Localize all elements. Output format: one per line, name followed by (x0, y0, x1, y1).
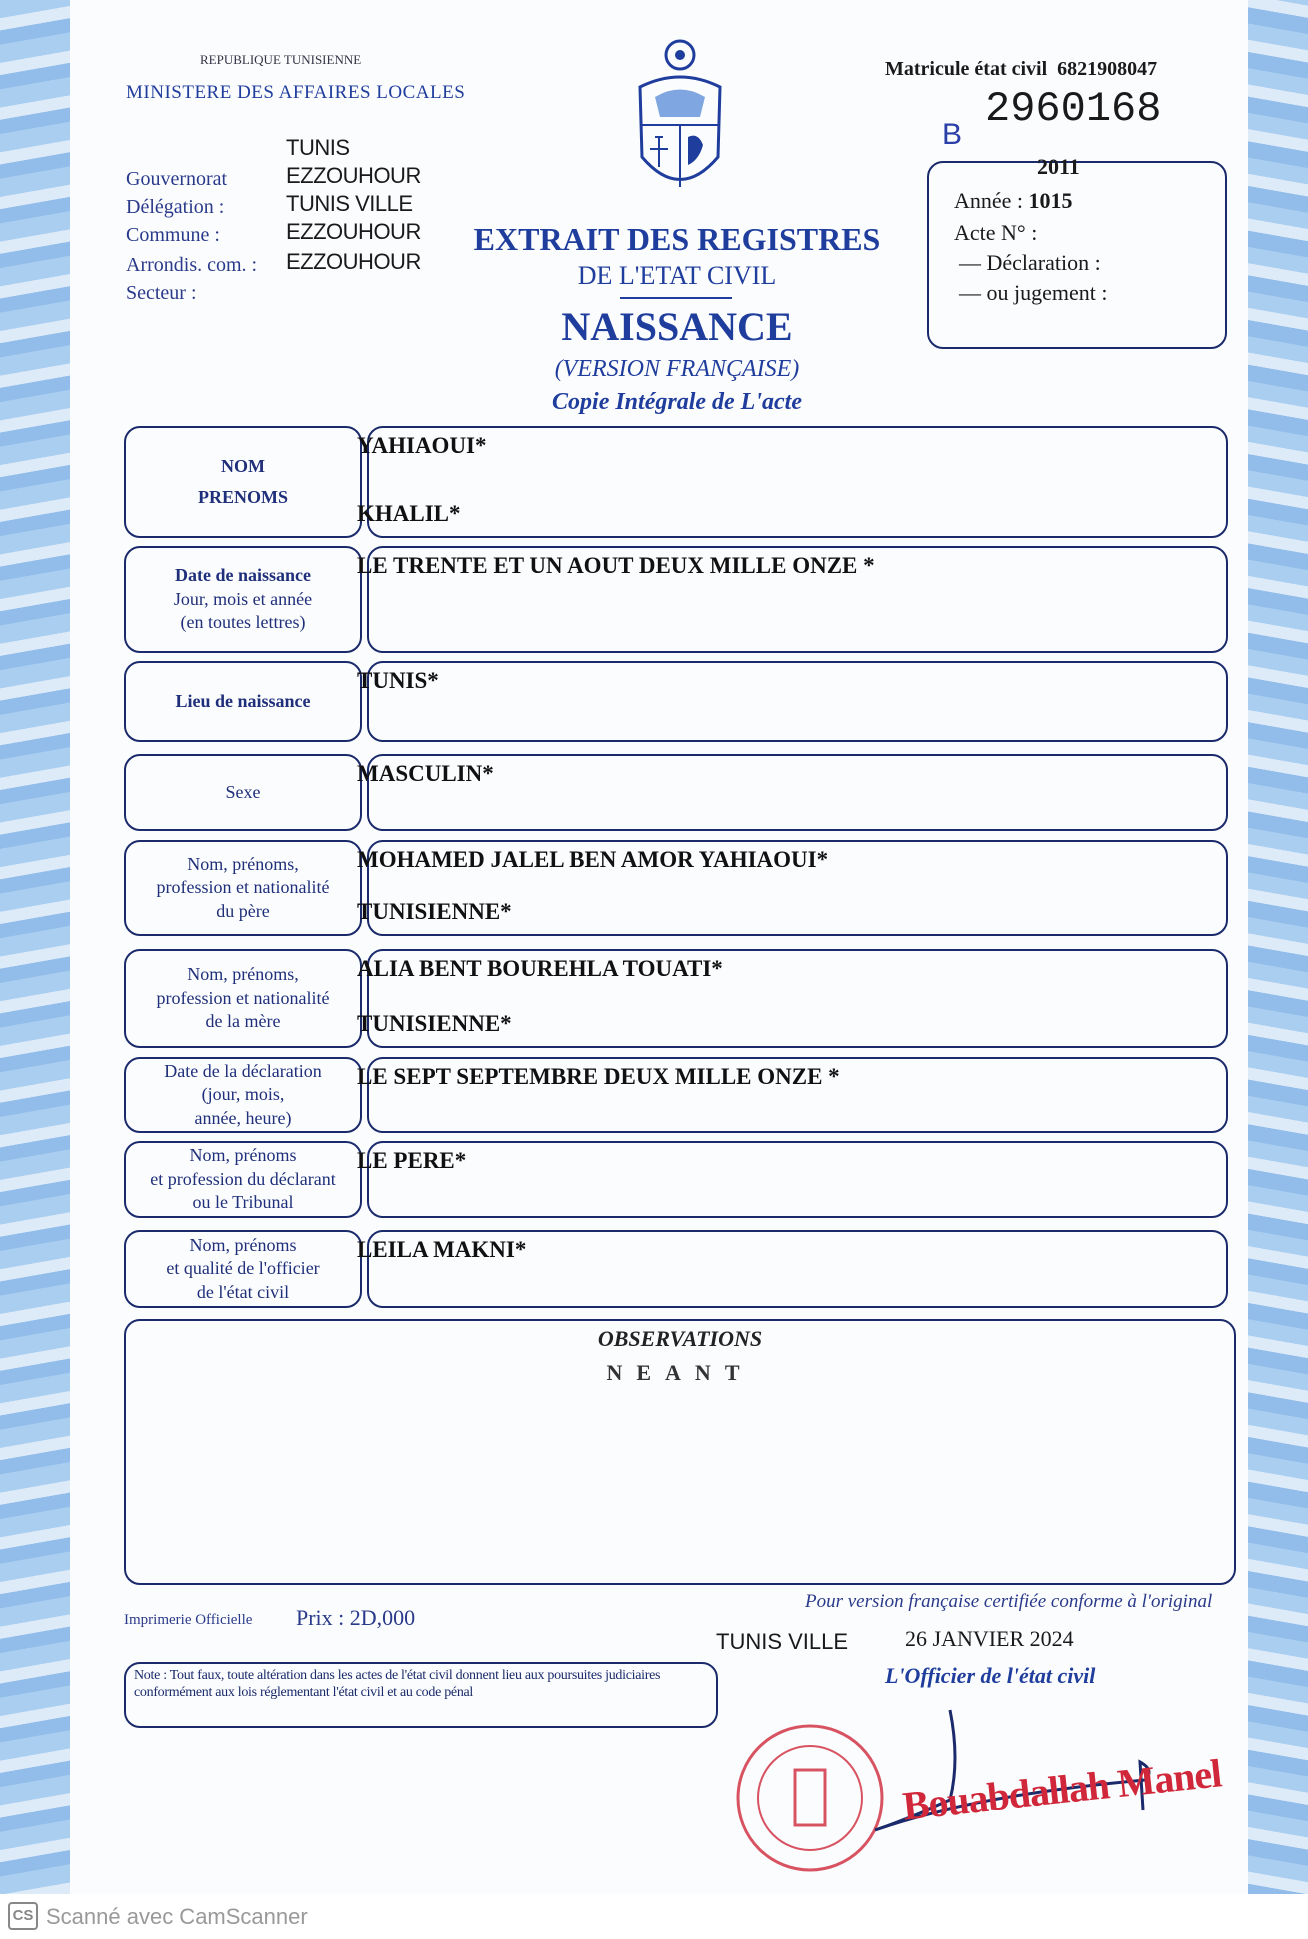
row-value-box (357, 1057, 1228, 1133)
prix: Prix : 2D,000 (296, 1605, 416, 1630)
watermark-bar (0, 1894, 1308, 1939)
observations-overlay: NEANT (606, 1360, 754, 1385)
row-label-box (124, 1230, 362, 1308)
tunisia-coat-of-arms-icon (630, 37, 730, 205)
acte-label: Acte N° : (954, 220, 1038, 245)
row-value: TUNISIENNE* (357, 1011, 512, 1036)
admin-value: TUNIS VILLE (286, 191, 413, 216)
row-value-box (357, 1230, 1228, 1308)
row-label-box (124, 840, 362, 936)
row-label: ou le Tribunal (192, 1192, 294, 1213)
admin-label: Gouvernorat (126, 168, 228, 190)
matricule (885, 58, 1157, 81)
row-label: Nom, prénoms, (187, 964, 299, 985)
matricule-value: 6821908047 (1057, 58, 1158, 80)
republic-label: REPUBLIQUE TUNISIENNE (200, 52, 362, 67)
annee-line (954, 189, 1073, 213)
divider (620, 297, 732, 299)
row-label: Date de la déclaration (164, 1060, 322, 1081)
place: TUNIS VILLE (716, 1629, 849, 1654)
acte-box (927, 154, 1227, 349)
row-value: MOHAMED JALEL BEN AMOR YAHIAOUI* (357, 847, 829, 872)
row-label-box (124, 661, 362, 742)
row-label-box (124, 1057, 362, 1133)
row-value: KHALIL* (357, 501, 461, 526)
row-value: LE SEPT SEPTEMBRE DEUX MILLE ONZE * (357, 1064, 840, 1089)
row-label: et qualité de l'officier (166, 1258, 320, 1279)
row-label: Nom, prénoms (189, 1145, 297, 1166)
security-border-right (1248, 0, 1308, 1900)
row-value-box (357, 546, 1228, 653)
row-label: profession et nationalité (156, 987, 330, 1008)
row-label: Date de naissance (175, 565, 311, 586)
observations-box (124, 1319, 1236, 1585)
jugement-label: — ou jugement : (959, 280, 1108, 305)
admin-label: Secteur : (126, 282, 197, 304)
row-value-box (357, 949, 1228, 1048)
row-label: Nom, prénoms (189, 1234, 297, 1255)
title-extrait: EXTRAIT DES REGISTRES (473, 221, 881, 257)
row-label-box (124, 949, 362, 1048)
row-value: LE PERE* (357, 1148, 467, 1173)
row-label: de l'état civil (196, 1281, 290, 1302)
row-value-box (357, 1141, 1228, 1218)
admin-label: Commune : (126, 224, 220, 246)
row-value-box (357, 840, 1228, 936)
row-label-box (124, 1141, 362, 1218)
annee-label: Année : (954, 188, 1024, 213)
matricule-label: Matricule état civil (885, 58, 1048, 80)
observations-label: OBSERVATIONS (597, 1326, 763, 1351)
row-value: YAHIAOUI* (357, 433, 487, 458)
row-label: (en toutes lettres) (180, 612, 306, 633)
row-value-box (357, 661, 1228, 742)
declaration-label: — Déclaration : (959, 250, 1101, 275)
row-label-box (124, 426, 362, 538)
title-naissance: NAISSANCE (561, 304, 793, 349)
admin-value: EZZOUHOUR (286, 163, 421, 188)
row-label: du père (216, 900, 270, 921)
row-value: MASCULIN* (357, 761, 494, 786)
certifie-conforme: Pour version française certifiée conforme à l'original (805, 1591, 1213, 1612)
row-value: LE TRENTE ET UN AOUT DEUX MILLE ONZE * (357, 553, 875, 578)
row-label-box (124, 754, 362, 831)
row-label: NOM (221, 455, 265, 476)
row-label: Nom, prénoms, (187, 853, 299, 874)
title-version: (VERSION FRANÇAISE) (554, 356, 800, 382)
row-value-box (357, 426, 1228, 538)
row-value: ALIA BENT BOUREHLA TOUATI* (357, 956, 723, 981)
row-label: (jour, mois, (201, 1084, 285, 1105)
imprimerie: Imprimerie Officielle (124, 1612, 253, 1628)
admin-value: TUNIS (286, 135, 350, 160)
camscanner-watermark: Scanné avec CamScanner (46, 1904, 308, 1929)
row-label: Jour, mois et année (173, 588, 313, 609)
admin-value: EZZOUHOUR (286, 249, 421, 274)
row-value: LEILA MAKNI* (357, 1237, 527, 1262)
annee-value: 2011 (1037, 154, 1080, 179)
note-box: Note : Tout faux, toute altération dans les actes de l'état civil donnent lieu aux poursuites judiciaires conformément aux lois réglementant l'état civil et au code pénal (124, 1662, 718, 1728)
signature-name: Bouabdallah Manel (900, 1750, 1224, 1829)
officer-title: L'Officier de l'état civil (885, 1663, 1096, 1688)
ministry-label: MINISTERE DES AFFAIRES LOCALES (126, 82, 466, 103)
admin-label: Délégation : (126, 196, 225, 218)
row-label: PRENOMS (198, 487, 288, 507)
row-label: de la mère (205, 1011, 281, 1032)
acte-value: 1015 (1028, 188, 1073, 213)
row-value: TUNISIENNE* (357, 899, 512, 924)
row-label-box (124, 546, 362, 653)
date: 26 JANVIER 2024 (905, 1626, 1074, 1651)
serial-number: 2960168 (985, 85, 1162, 133)
camscanner-logo-icon: CS (8, 1902, 38, 1930)
admin-value: EZZOUHOUR (286, 219, 421, 244)
admin-label: Arrondis. com. : (126, 254, 258, 276)
row-value-box (357, 754, 1228, 831)
row-value: TUNIS* (357, 668, 439, 693)
row-label: année, heure) (194, 1107, 292, 1128)
security-border-left (0, 0, 70, 1900)
row-label: profession et nationalité (156, 877, 330, 898)
row-label: Lieu de naissance (175, 690, 311, 711)
row-label: Sexe (225, 781, 261, 802)
series-letter: B (942, 118, 963, 151)
title-copie: Copie Intégrale de L'acte (552, 389, 802, 415)
row-label: et profession du déclarant (150, 1168, 336, 1189)
title-etat-civil: DE L'ETAT CIVIL (577, 261, 777, 290)
